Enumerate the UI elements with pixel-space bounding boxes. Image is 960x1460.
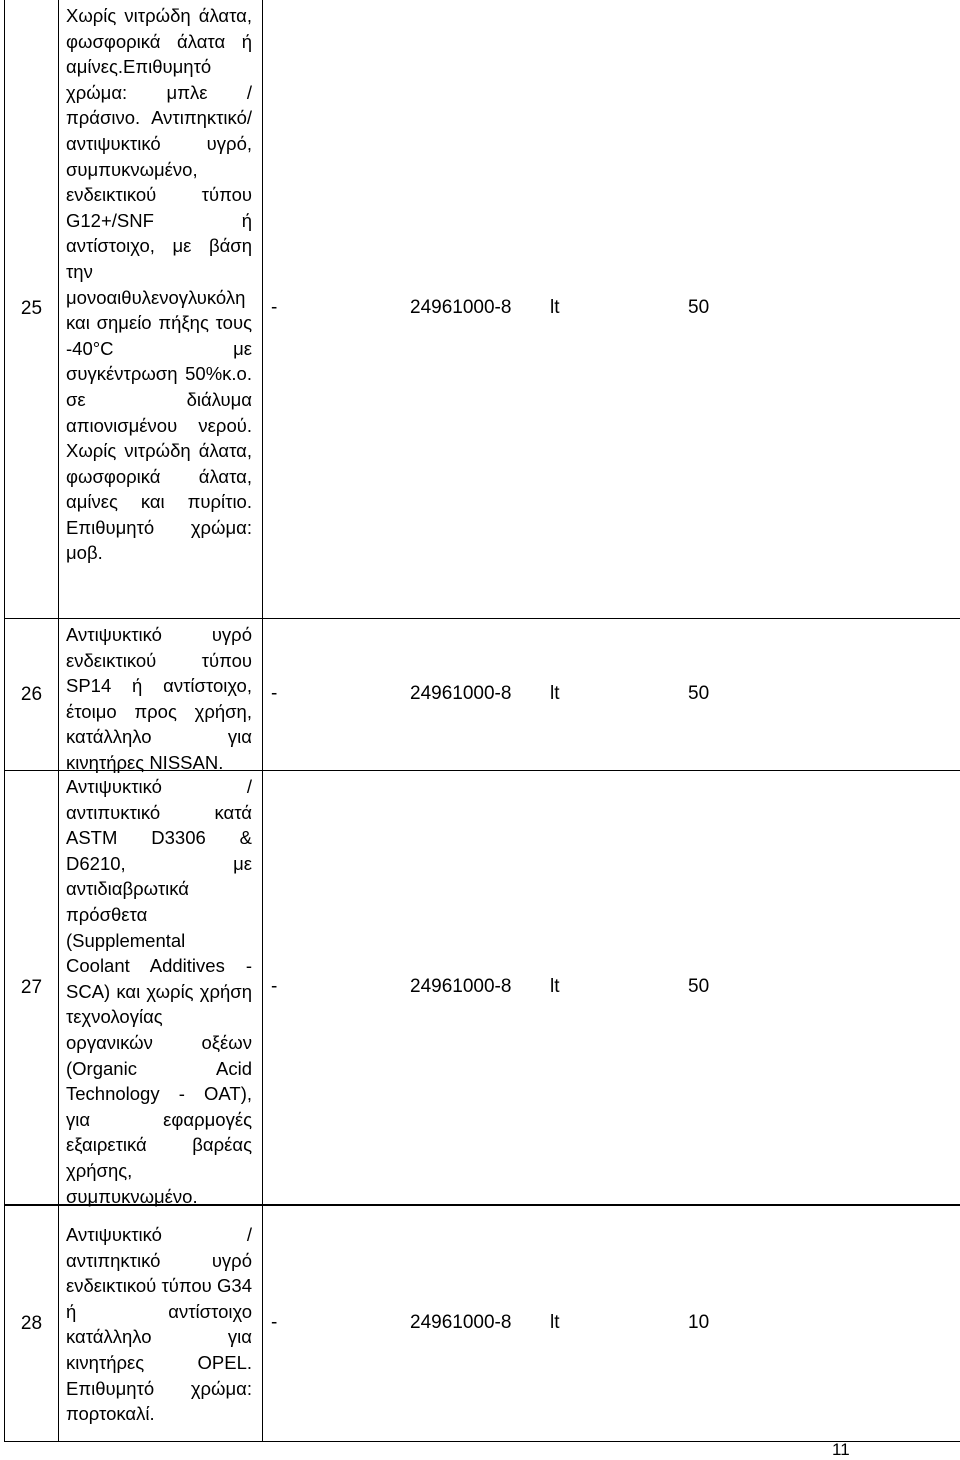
item-number-cell	[4, 619, 59, 771]
table-row	[4, 1205, 960, 1442]
dash-mark: -	[271, 1311, 278, 1333]
item-number: 28	[20, 1312, 43, 1334]
cpv-code: 24961000-8	[410, 682, 512, 704]
quantity: 50	[688, 975, 710, 997]
item-number: 26	[20, 683, 43, 705]
cpv-code: 24961000-8	[410, 975, 512, 997]
item-description: Αντιψυκτικό υγρό ενδεικτικού τύπου SP14 ή αντίστοιχο, έτοιμο προς χρήση, κατάλληλο για κινητήρες NISSAN.	[66, 624, 252, 773]
table-row	[4, 771, 960, 1205]
quantity: 50	[688, 297, 710, 318]
dash-mark: -	[271, 297, 278, 318]
item-number-cell	[4, 1205, 59, 1442]
description-cell	[59, 771, 263, 1205]
item-number-cell	[4, 0, 59, 619]
item-number: 27	[20, 976, 43, 998]
description-cell	[59, 0, 263, 619]
item-number: 25	[20, 298, 43, 319]
description-cell	[59, 619, 263, 771]
details-cell	[263, 619, 960, 771]
unit-of-measure: lt	[550, 1311, 560, 1333]
table-row	[4, 0, 960, 619]
table-row	[4, 619, 960, 771]
details-cell	[263, 0, 960, 619]
dash-mark: -	[271, 682, 278, 704]
unit-of-measure: lt	[550, 975, 560, 997]
cpv-code: 24961000-8	[410, 1311, 512, 1333]
quantity: 50	[688, 682, 710, 704]
item-description: Αντιψυκτικό / αντιπυκτικό κατά ASTM D3306 & D6210, με αντιδιαβρωτικά πρόσθετα (Supplemental Coolant Additives - SCA) και χωρίς χρήση τεχνολογίας οργανικών οξέων (Organic Acid Technology - OAT), για εφαρμογές εξαιρετικά βαρέας χρήσης, συμπυκνωμένο.	[66, 776, 252, 1207]
item-description: Αντιψυκτικό / αντιπηκτικό υγρό ενδεικτικού τύπου G34 ή αντίστοιχο κατάλληλο για κινητήρες OPEL. Επιθυμητό χρώμα: πορτοκαλί.	[66, 1224, 252, 1425]
page-number: 11	[832, 1440, 850, 1459]
unit-of-measure: lt	[550, 682, 560, 704]
details-cell	[263, 771, 960, 1205]
dash-mark: -	[271, 975, 278, 997]
quantity: 10	[688, 1311, 710, 1333]
item-description: Χωρίς νιτρώδη άλατα, φωσφορικά άλατα ή αμίνες.Επιθυμητό χρώμα: μπλε / πράσινο. Αντιπηκτικό/ αντιψυκτικό υγρό, συμπυκνωμένο, ενδεικτικού τύπου G12+/SNF ή αντίστοιχο, με βάση την μονοαιθυλενογλυκόλη και σημείο πήξης τους -40°C με συγκέντρωση 50%κ.ο. σε διάλυμα απιονισμένου νερού. Χωρίς νιτρώδη άλατα, φωσφορικά άλατα, αμίνες και πυρίτιο. Επιθυμητό χρώμα: μοβ.	[66, 5, 252, 564]
cpv-code: 24961000-8	[410, 297, 512, 318]
details-cell	[263, 1205, 960, 1442]
unit-of-measure: lt	[550, 297, 560, 318]
item-number-cell	[4, 771, 59, 1205]
description-cell	[59, 1205, 263, 1442]
